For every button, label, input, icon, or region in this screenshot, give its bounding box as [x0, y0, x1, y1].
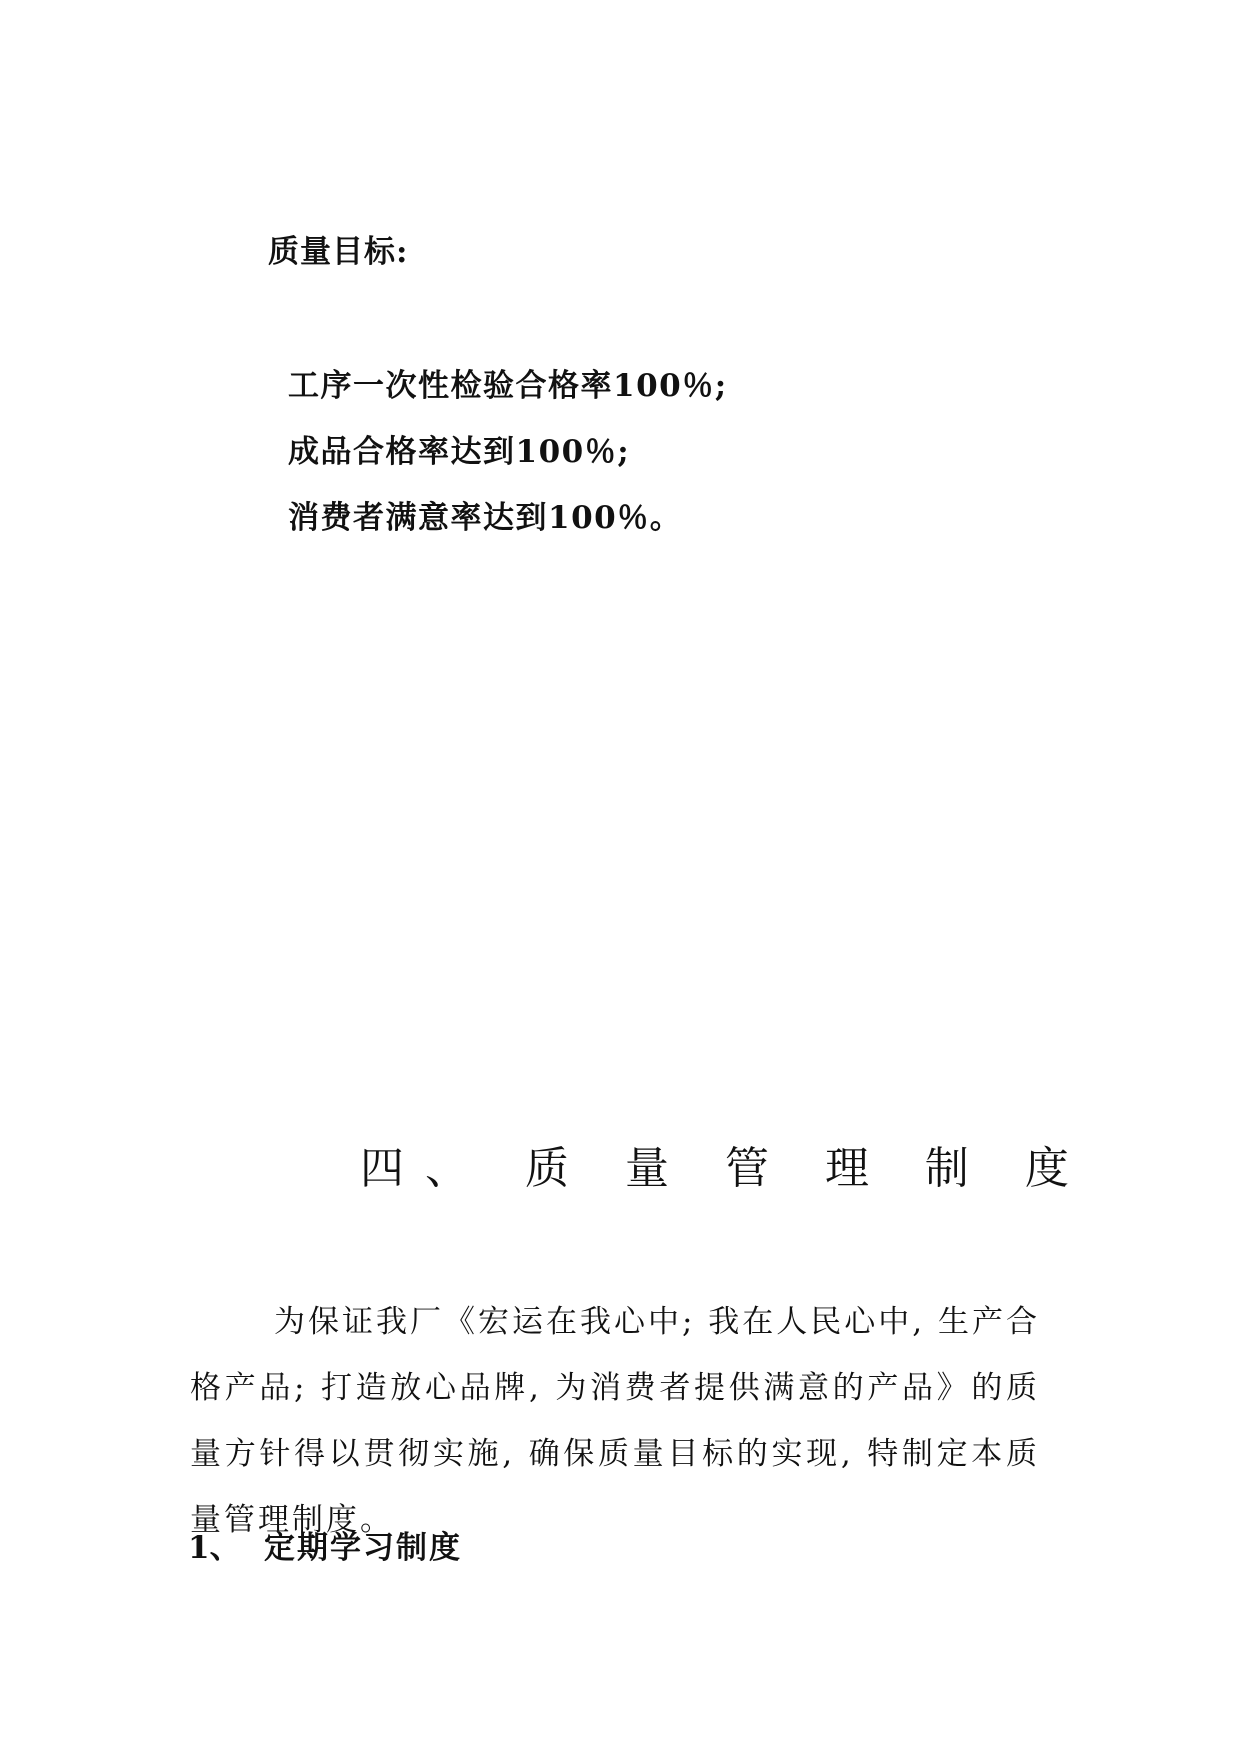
quality-goals-heading: 质量目标:: [268, 234, 409, 270]
quality-goal-item: 成品合格率达到100％;: [288, 434, 631, 470]
subsection-title: 定期学习制度: [264, 1530, 462, 1566]
quality-goal-item: 工序一次性检验合格率100％;: [288, 368, 728, 404]
subsection-number: 1、: [188, 1530, 241, 1566]
section-paragraph: 为保证我厂《宏运在我心中; 我在人民心中, 生产合格产品; 打造放心品牌, 为消费者提供满意的产品》的质量方针得以贯彻实施, 确保质量目标的实现, 特制定本质量管理制度。: [190, 1304, 1041, 1538]
section-title: 四、 质 量 管 理 制 度: [360, 1143, 1090, 1194]
subsection-heading: [188, 1522, 462, 1567]
quality-goal-item: 消费者满意率达到100％。: [288, 500, 683, 536]
